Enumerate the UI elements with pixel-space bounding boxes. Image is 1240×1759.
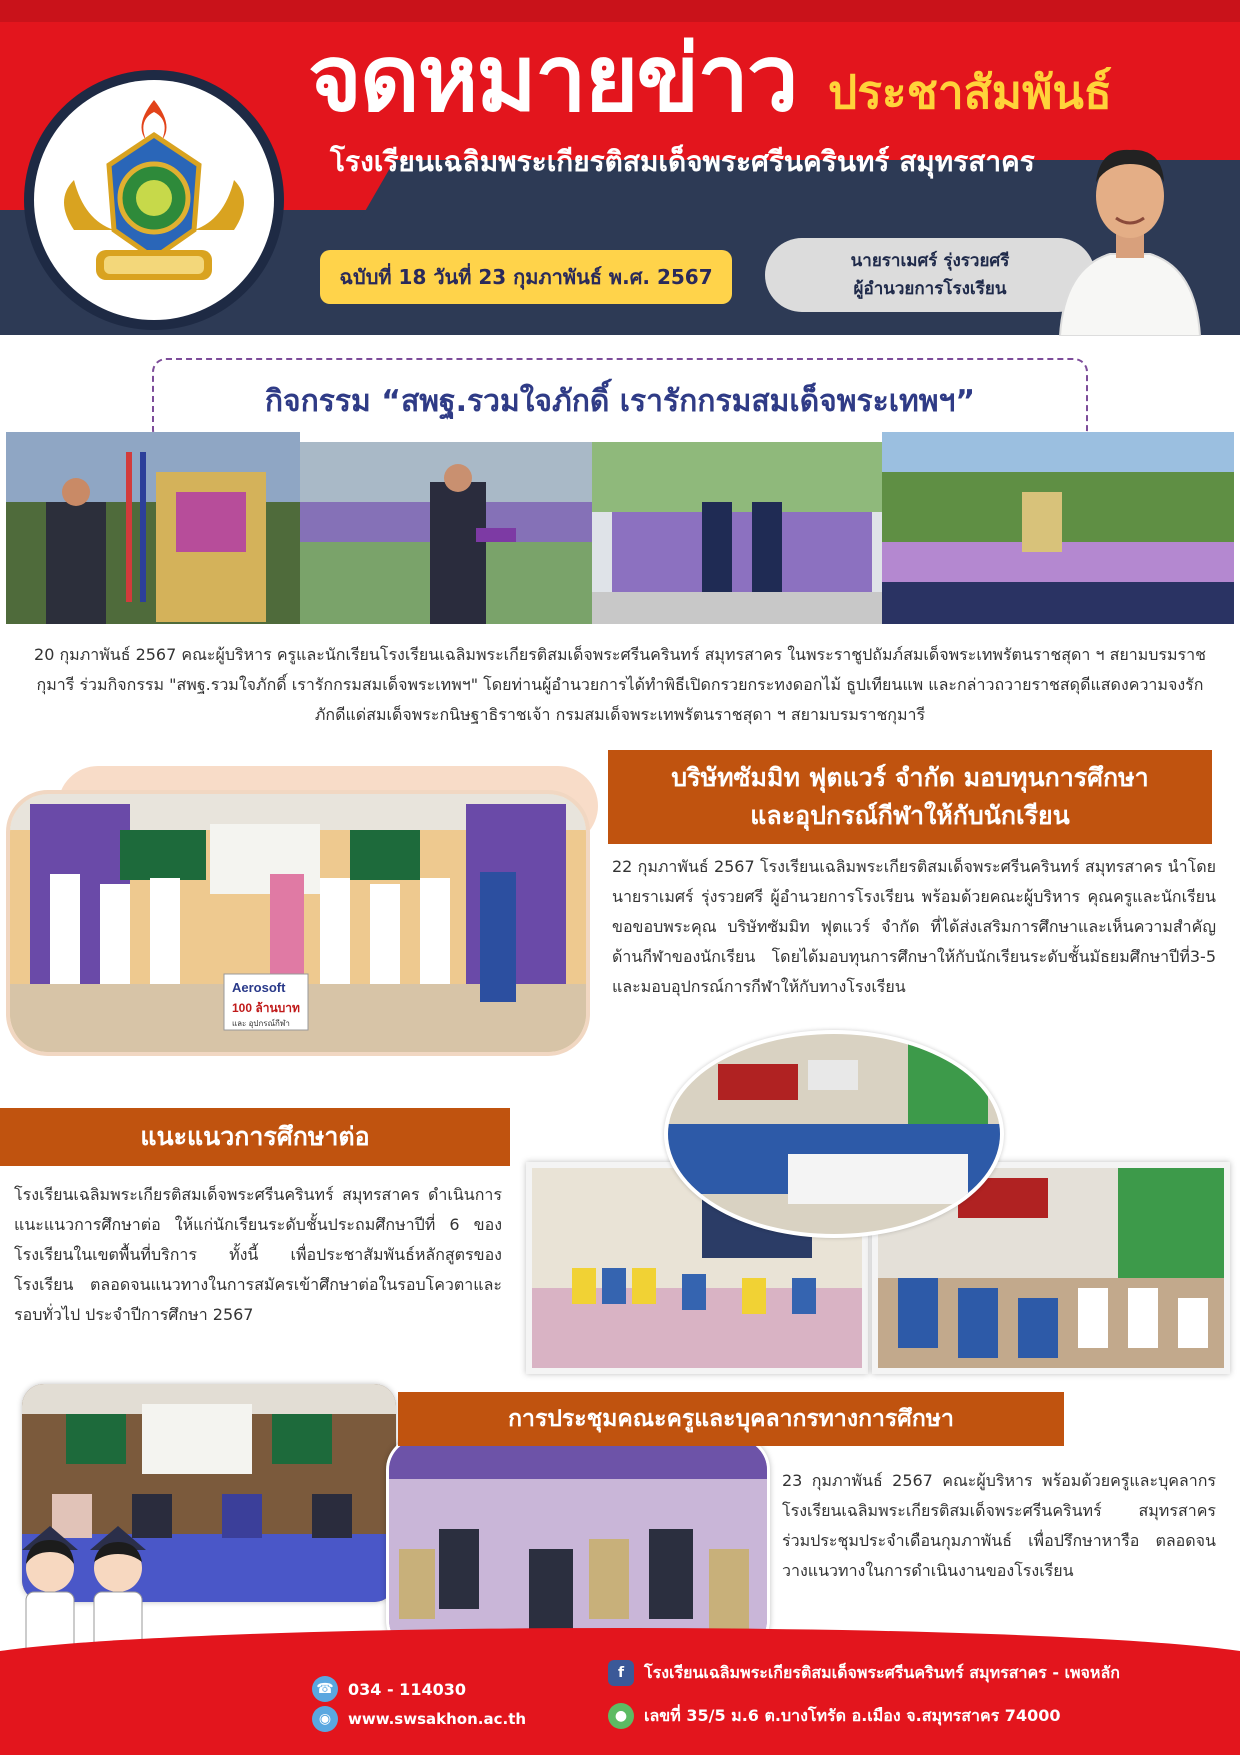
section4-body: 23 กุมภาพันธ์ 2567 คณะผู้บริหาร พร้อมด้วยครูและบุคลากร โรงเรียนเฉลิมพระเกียรติสมเด็จพระศรีนครินทร์ สมุทรสาคร ร่วมประชุมประจำเดือนกุมภาพันธ์ เพื่อปรึกษาหารือ ตลอดจนวางแนวทางในการดำเนินงานของโรงเรียน — [782, 1471, 1216, 1580]
facebook-icon: f — [608, 1660, 634, 1686]
section1-title: กิจกรรม “สพฐ.รวมใจภักดิ์ เรารักกรมสมเด็จพระเทพฯ” — [264, 383, 976, 419]
section4-title: การประชุมคณะครูและบุคลากรทางการศึกษา — [398, 1392, 1064, 1446]
footer-phone — [312, 1676, 466, 1702]
photo-meeting-audience — [386, 1436, 770, 1654]
section3-body: โรงเรียนเฉลิมพระเกียรติสมเด็จพระศรีนครินทร์ สมุทรสาคร ดำเนินการแนะแนวการศึกษาต่อ ให้แก่นักเรียนระดับชั้นประถมศึกษาปีที่ 6 ของโรงเรียนในเขตพื้นที่บริการ ทั้งนี้ เพื่อประชาสัมพันธ์หลักสูตรของโรงเรียน ตลอดจนแนวทางในการสมัครเข้าศึกษาต่อในรอบโควตาและรอบทั่วไป ประจำปีการศึกษา 2567 — [14, 1185, 502, 1324]
sign-amount: 100 ล้านบาท — [232, 1001, 300, 1015]
footer-website-text[interactable]: www.swsakhon.ac.th — [348, 1710, 527, 1728]
photo-guidance-group — [664, 1030, 1004, 1238]
footer-facebook-text[interactable]: โรงเรียนเฉลิมพระเกียรติสมเด็จพระศรีนครินทร์ สมุทรสาคร - เพจหลัก — [644, 1662, 1120, 1682]
section2-body: 22 กุมภาพันธ์ 2567 โรงเรียนเฉลิมพระเกียรติสมเด็จพระศรีนครินทร์ สมุทรสาคร นำโดยนายราเมศร์ รุ่งรวยศรี ผู้อำนวยการโรงเรียน พร้อมด้วยคณะผู้บริหาร คุณครูและนักเรียน ขอขอบพระคุณ บริษัทซัมมิท ฟุตแวร์ จำกัด ที่ได้ส่งเสริมการศึกษาและเห็นความสำคัญด้านกีฬาของนักเรียน โดยได้มอบทุนการศึกษาให้กับนักเรียนระดับชั้นมัธยมศึกษาปีที่3-5 และมอบอุปกรณ์การกีฬาให้กับทางโรงเรียน — [612, 857, 1216, 996]
director-name: นายราเมศร์ รุ่งรวยศรี — [850, 251, 1010, 271]
footer-phone-text: 034 - 114030 — [348, 1679, 466, 1699]
newsletter-title: จดหมายข่าว — [308, 25, 797, 132]
section2-title — [608, 750, 1212, 844]
globe-icon: ◉ — [312, 1706, 338, 1732]
footer-address — [608, 1703, 1060, 1729]
issue-badge: ฉบับที่ 18 วันที่ 23 กุมภาพันธ์ พ.ศ. 2567 — [320, 250, 732, 304]
school-name: โรงเรียนเฉลิมพระเกียรติสมเด็จพระศรีนครินทร์ สมุทรสาคร — [330, 145, 1035, 178]
section2-title-line1: บริษัทซัมมิท ฟุตแวร์ จำกัด มอบทุนการศึกษา — [671, 763, 1149, 792]
sign-small: และ อุปกรณ์กีฬา — [232, 1019, 290, 1028]
section1-body: 20 กุมภาพันธ์ 2567 คณะผู้บริหาร ครูและนักเรียนโรงเรียนเฉลิมพระเกียรติสมเด็จพระศรีนครินทร์ สมุทรสาคร ในพระราชูปถัมภ์สมเด็จพระเทพรัตนราชสุดา ฯ สยามบรมราชกุมารี ร่วมกิจกรรม "สพฐ.รวมใจภักดิ์ เรารักกรมสมเด็จพระเทพฯ" โดยท่านผู้อำนวยการได้ทำพิธีเปิดกรวยกระทงดอกไม้ ธูปเทียนแพ และกล่าวถวายราชสดุดีแสดงความจงรักภักดีแด่สมเด็จพระกนิษฐาธิราชเจ้า กรมสมเด็จพระเทพรัตนราชสุดา ฯ สยามบรมราชกุมารี — [34, 645, 1206, 724]
phone-icon: ☎ — [312, 1676, 338, 1702]
director-photo — [1050, 118, 1210, 336]
director-card — [765, 238, 1095, 312]
footer-facebook[interactable] — [608, 1660, 1120, 1686]
section3-title: แนะแนวการศึกษาต่อ — [0, 1108, 510, 1166]
photo-scholarship-group — [6, 790, 590, 1056]
footer-website[interactable] — [312, 1706, 526, 1732]
photo-ceremony-altar — [6, 432, 300, 624]
section2-title-line2: และอุปกรณ์กีฬาให้กับนักเรียน — [750, 801, 1070, 830]
header-top-strip — [0, 0, 1240, 22]
director-title: ผู้อำนวยการโรงเรียน — [853, 279, 1007, 299]
photo-staff-line — [592, 442, 882, 624]
newsletter-subtitle: ประชาสัมพันธ์ — [828, 65, 1112, 119]
school-logo — [34, 80, 274, 320]
photo-director-speech — [300, 442, 592, 624]
map-pin-icon: ● — [608, 1703, 634, 1729]
sign-brand: Aerosoft — [232, 980, 286, 995]
photo-group — [882, 432, 1234, 624]
footer-address-text: เลขที่ 35/5 ม.6 ต.บางโทรัด อ.เมือง จ.สมุทรสาคร 74000 — [644, 1705, 1061, 1725]
